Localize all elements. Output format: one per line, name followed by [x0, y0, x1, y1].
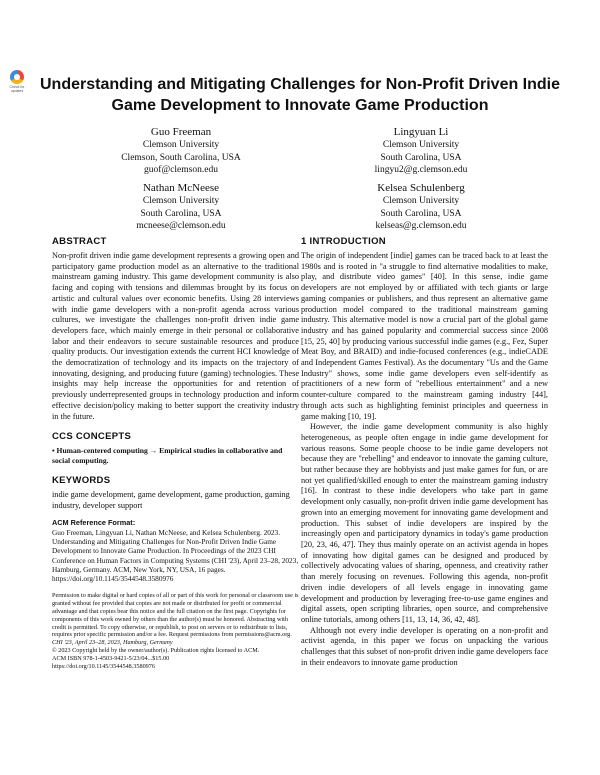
- keywords-text: indie game development, game development, game production, gaming industry, developer support: [52, 490, 290, 510]
- reference-heading: ACM Reference Format:: [52, 517, 136, 527]
- intro-paragraph: The origin of independent [indie] games can be traced back to at least the 1980s and is rooted in "a struggle to find alternative modalities to make, play, and distribute video games" [40]. In this sense, indie game developers are not employed by or affiliated with tech giants or large gaming companies or publishers, and thus represent an alternative game production model compared to the traditional mainstream gaming industry. This alternative model is now a crucial part of the global game industry and has gained popularity and commercial success since 2008 [15, 25, 40] by producing various successful indie games (e.g., Fez, Super Meat Boy, and BRAID) and indie-focused conferences (e.g., indieCADE and Independent Games Festival). As the documentary "Us and the Game Industry" shows, some indie game developers even self-identify as practitioners of a new form of "rebellious entertainment" and a new counter-culture compared to the mainstream gaming industry [44], through acts such as highlighting feminist principles and queerness in game making [10, 19].: [301, 251, 548, 421]
- abstract-heading: ABSTRACT: [52, 236, 107, 247]
- introduction-heading: 1 INTRODUCTION: [301, 236, 386, 247]
- update-icon: [10, 70, 24, 84]
- isbn-line: ACM ISBN 978-1-4503-9421-5/23/04...$15.00: [52, 654, 170, 662]
- doi-line[interactable]: https://doi.org/10.1145/3544548.3580976: [52, 662, 155, 670]
- abstract-text: Non-profit driven indie game development represents a growing open and participatory game production model as an alternative to the traditional mainstream gaming industry. This game development community is also facing and coping with tensions and dilemmas brought by its focus on artistic and cultural values over economic benefits. Using 28 interviews with indie game developers with a non-profit agenda across various cultures, we investigate the challenges non-profit driven indie game developers face, which mainly emerge in their personal or collaborative labor and their endeavors to secure sustainable resources and produce quality products. Our investigation extends the current HCI knowledge of the democratization of technology and its impacts on the trajectory of innovating, designing, and producing future (gaming) technologies. These insights may help increase the opportunities for and retention of previously underrepresented groups in technology production and inform effective decision/policy making to better support the creativity industry in the future.: [52, 251, 299, 421]
- author-affiliation: Clemson University: [142, 196, 220, 206]
- author-email: lingyu2@g.clemson.edu: [374, 165, 468, 175]
- right-column: [301, 236, 548, 668]
- copyright-line: © 2023 Copyright held by the owner/author(s). Publication rights licensed to ACM.: [52, 647, 260, 655]
- author-affiliation: Clemson University: [382, 196, 460, 206]
- author-name: Lingyuan Li: [393, 126, 449, 138]
- intro-paragraph: However, the indie game development community is also highly heterogeneous, as people often engage in indie game development for various reasons. Some people choose to be indie game developers not because they are "rebelling" and endeavor to innovate the gaming culture, but rather because they are hobbyists and just make games for fun, or are not yet qualified/skilled enough to enter the mainstream gaming industry [16]. In contrast to these indie developers who take part in game development only casually, non-profit driven indie game development has grown into an emerging movement for innovating game development and production. This subset of indie developers are inspired by the increasingly open and participatory dynamics in today's game production [20, 23, 46, 47]. They thus mainly operate on an activist agenda in hopes of innovating how digital games can be designed and produced by collectively advocating values of sharing, openness, and creativity rather than merely focusing on revenues. Following this agenda, non-profit driven indie developers of all levels engage in innovating game development and production by leveraging free-to-use game engines and digital assets, open scripting libraries, open source, and comprehensive online tutorials, among others [11, 13, 14, 36, 42, 48].: [301, 422, 548, 624]
- author-affiliation: Clemson University: [142, 140, 220, 150]
- intro-paragraph: Although not every indie developer is operating on a non-profit and activist agenda, in this paper we focus on unpacking the various challenges that this subset of non-profit driven indie game developers face in their endeavors to innovate game production: [301, 625, 548, 667]
- ccs-text: • Human-centered computing → Empirical studies in collaborative and social computing.: [52, 446, 283, 466]
- paper-title: Understanding and Mitigating Challenges for Non-Profit Driven Indie Game Development to Innovate Game Production: [40, 76, 561, 114]
- venue-line: CHI '23, April 23–28, 2023, Hamburg, Germany: [52, 639, 173, 647]
- author-location: South Carolina, USA: [380, 152, 462, 163]
- author-name: Nathan McNeese: [142, 182, 220, 194]
- author-location: Clemson, South Carolina, USA: [121, 152, 241, 163]
- author-location: South Carolina, USA: [380, 208, 462, 219]
- reference-text: Guo Freeman, Lingyuan Li, Nathan McNeese, and Kelsea Schulenberg. 2023. Understanding and Mitigating Challenges for Non-Profit Driven Indie Game Development to Innovate Game Production. In Proceedings of the 2023 CHI Conference on Human Factors in Computing Systems (CHI '23), April 23–28, 2023, Hamburg, Germany. ACM, New York, NY, USA, 16 pages. https://doi.org/10.1145/3544548.3580976: [52, 527, 299, 584]
- author-email: guof@clemson.edu: [144, 165, 218, 175]
- author-block: [71, 181, 291, 233]
- keywords-heading: KEYWORDS: [52, 475, 111, 487]
- author-block: [71, 125, 291, 177]
- author-affiliation: Clemson University: [382, 140, 460, 150]
- author-block: [311, 125, 531, 177]
- left-column: [52, 236, 299, 670]
- ccs-heading: CCS CONCEPTS: [52, 431, 132, 443]
- author-location: South Carolina, USA: [140, 208, 222, 219]
- author-name: Guo Freeman: [150, 126, 212, 138]
- author-email: mcneese@clemson.edu: [136, 221, 226, 231]
- check-for-updates-badge[interactable]: [6, 70, 28, 93]
- permission-text: Permission to make digital or hard copies of all or part of this work for personal or classroom use is granted without fee provided that copies are not made or distributed for profit or commercial advantage and that copies bear this notice and the full citation on the first page. Copyrights for components of this work owned by others than the author(s) must be honored. Abstracting with credit is permitted. To copy otherwise, or republish, to post on servers or to redistribute to lists, requires prior specific permission and/or a fee. Request permissions from permissions@acm.org.: [52, 592, 299, 639]
- badge-label: Check for updates: [9, 85, 25, 93]
- author-block: [311, 181, 531, 233]
- author-name: Kelsea Schulenberg: [377, 182, 465, 194]
- author-email: kelseas@g.clemson.edu: [375, 221, 467, 231]
